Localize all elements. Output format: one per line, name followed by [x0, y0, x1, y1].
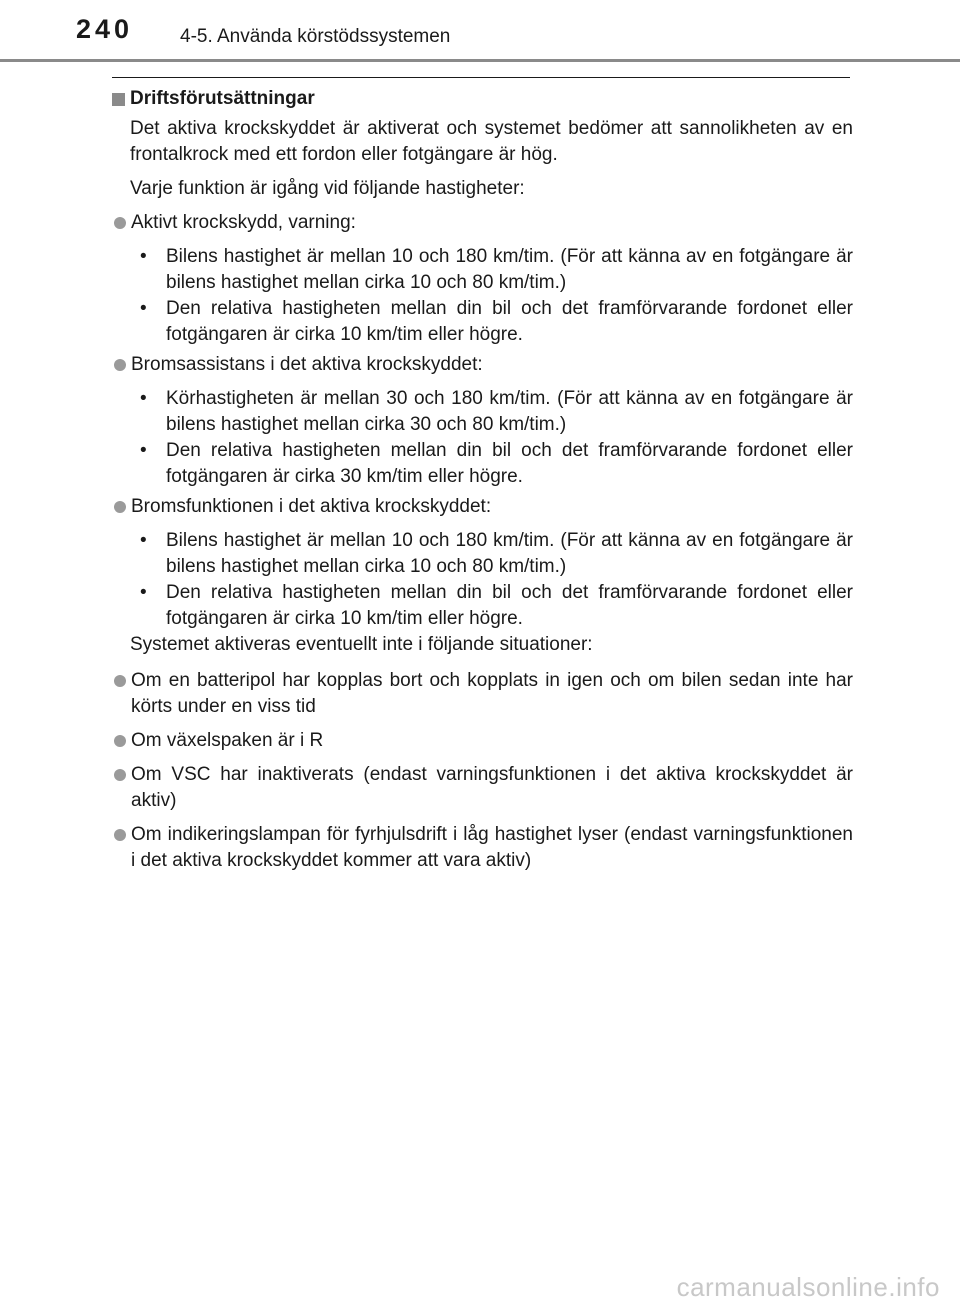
content-rule — [112, 77, 850, 78]
sub-bullet: • — [140, 530, 147, 551]
header-rule — [0, 59, 960, 62]
section-title: 4-5. Använda körstödssystemen — [180, 26, 451, 47]
circle-bullet-icon — [114, 769, 126, 781]
sub-item — [130, 528, 853, 580]
function-subitems — [112, 244, 853, 348]
situation-text: Om växelspaken är i R — [131, 730, 324, 751]
sub-bullet: • — [140, 298, 147, 319]
circle-bullet-icon — [114, 829, 126, 841]
circle-bullet-icon — [114, 501, 126, 513]
situation-item — [112, 668, 853, 720]
sub-item-text: Bilens hastighet är mellan 10 och 180 km/tim. (För att känna av en fotgängare är bilens hastighet mellan cirka 10 och 80 km/tim.) — [166, 530, 853, 577]
page-content — [112, 86, 853, 882]
function-item — [112, 352, 853, 378]
circle-bullet-icon — [114, 217, 126, 229]
sub-item-text: Bilens hastighet är mellan 10 och 180 km/tim. (För att känna av en fotgängare är bilens hastighet mellan cirka 10 och 80 km/tim.) — [166, 246, 853, 293]
watermark: carmanualsonline.info — [676, 1272, 940, 1302]
situations-intro: Systemet aktiveras eventuellt inte i följande situationer: — [130, 634, 593, 655]
situation-text: Om VSC har inaktiverats (endast varningsfunktionen i det aktiva krockskyddet är aktiv) — [131, 764, 853, 811]
function-label: Bromsassistans i det aktiva krockskyddet: — [131, 354, 483, 375]
circle-bullet-icon — [114, 675, 126, 687]
situation-item — [112, 822, 853, 874]
circle-bullet-icon — [114, 735, 126, 747]
sub-item-text: Den relativa hastigheten mellan din bil och det framförvarande fordonet eller fotgängaren är cirka 30 km/tim eller högre. — [166, 440, 853, 487]
square-bullet-icon — [112, 93, 125, 106]
sub-item — [130, 386, 853, 438]
page-header — [0, 0, 960, 60]
sub-item — [130, 438, 853, 490]
function-subitems — [112, 528, 853, 632]
function-label: Bromsfunktionen i det aktiva krockskyddet: — [131, 496, 492, 517]
intro-paragraph: Det aktiva krockskyddet är aktiverat och systemet bedömer att sannolikheten av en frontalkrock med ett fordon eller fotgängare är hög. — [130, 118, 853, 165]
sub-item — [130, 580, 853, 632]
situation-text: Om indikeringslampan för fyrhjulsdrift i låg hastighet lyser (endast varningsfunktionen i det aktiva krockskyddet kommer att vara aktiv) — [131, 824, 853, 871]
situation-item — [112, 762, 853, 814]
sub-item-text: Den relativa hastigheten mellan din bil och det framförvarande fordonet eller fotgängaren är cirka 10 km/tim eller högre. — [166, 298, 853, 345]
sub-bullet: • — [140, 440, 147, 461]
page-number: 240 — [76, 14, 134, 44]
sub-item — [130, 244, 853, 296]
section-heading — [112, 86, 853, 112]
situation-text: Om en batteripol har kopplas bort och kopplats in igen och om bilen sedan inte har körts under en viss tid — [131, 670, 853, 717]
speed-intro: Varje funktion är igång vid följande hastigheter: — [130, 178, 525, 199]
heading-text: Driftsförutsättningar — [130, 88, 315, 109]
sub-item — [130, 296, 853, 348]
sub-item-text: Körhastigheten är mellan 30 och 180 km/tim. (För att känna av en fotgängare är bilens hastighet mellan cirka 30 och 80 km/tim.) — [166, 388, 853, 435]
sub-item-text: Den relativa hastigheten mellan din bil och det framförvarande fordonet eller fotgängaren är cirka 10 km/tim eller högre. — [166, 582, 853, 629]
situation-item — [112, 728, 853, 754]
function-item — [112, 210, 853, 236]
sub-bullet: • — [140, 246, 147, 267]
function-item — [112, 494, 853, 520]
sub-bullet: • — [140, 582, 147, 603]
function-subitems — [112, 386, 853, 490]
sub-bullet: • — [140, 388, 147, 409]
function-label: Aktivt krockskydd, varning: — [131, 212, 356, 233]
circle-bullet-icon — [114, 359, 126, 371]
